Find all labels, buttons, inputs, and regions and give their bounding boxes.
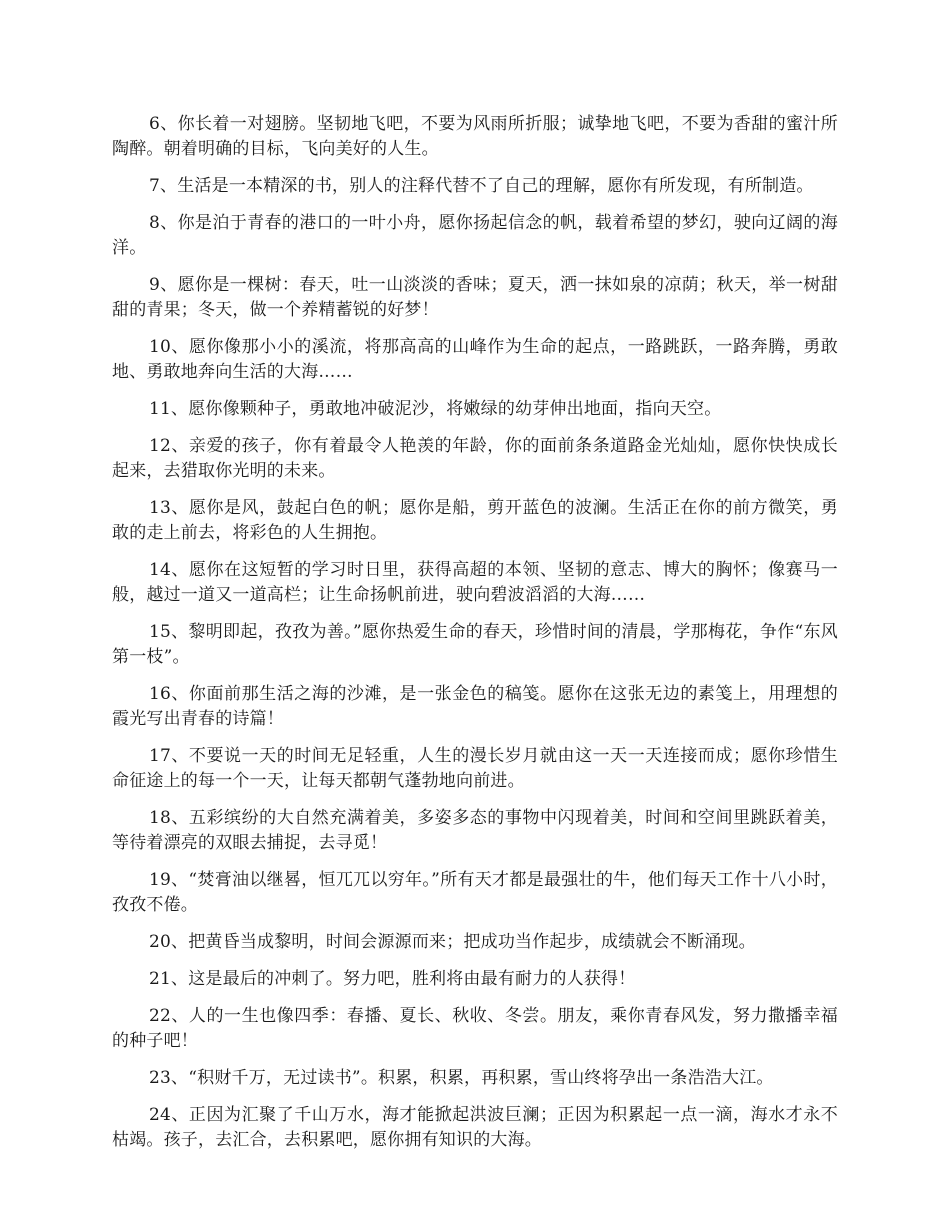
- paragraph: 9、愿你是一棵树：春天，吐一山淡淡的香味；夏天，洒一抹如泉的凉荫；秋天，举一树甜甜的青果；冬天，做一个养精蓄锐的好梦！: [112, 275, 838, 320]
- paragraph: 19、“焚膏油以继晷，恒兀兀以穷年。”所有天才都是最强壮的牛，他们每天工作十八小时，孜孜不倦。: [112, 870, 838, 915]
- paragraph: 8、你是泊于青春的港口的一叶小舟，愿你扬起信念的帆，载着希望的梦幻，驶向辽阔的海洋。: [112, 213, 838, 258]
- paragraph: 17、不要说一天的时间无足轻重，人生的漫长岁月就由这一天一天连接而成；愿你珍惜生命征途上的每一个一天，让每天都朝气蓬勃地向前进。: [112, 746, 838, 791]
- paragraph: 21、这是最后的冲刺了。努力吧，胜利将由最有耐力的人获得！: [149, 969, 636, 989]
- paragraph: 16、你面前那生活之海的沙滩，是一张金色的稿笺。愿你在这张无边的素笺上，用理想的霞光写出青春的诗篇！: [112, 684, 838, 729]
- paragraph: 7、生活是一本精深的书，别人的注释代替不了自己的理解，愿你有所发现，有所制造。: [149, 176, 814, 196]
- paragraph: 12、亲爱的孩子，你有着最令人艳羡的年龄，你的面前条条道路金光灿灿，愿你快快成长起来，去猎取你光明的未来。: [112, 436, 838, 481]
- paragraph: 22、人的一生也像四季：春播、夏长、秋收、冬尝。朋友，乘你青春风发，努力撒播幸福的种子吧！: [112, 1006, 838, 1051]
- paragraph: 24、正因为汇聚了千山万水，海才能掀起洪波巨澜；正因为积累起一点一滴，海水才永不枯竭。孩子，去汇合，去积累吧，愿你拥有知识的大海。: [112, 1105, 838, 1150]
- paragraph: 11、愿你像颗种子，勇敢地冲破泥沙，将嫩绿的幼芽伸出地面，指向天空。: [149, 399, 722, 419]
- paragraph: 15、黎明即起，孜孜为善。”愿你热爱生命的春天，珍惜时间的清晨，学那梅花，争作“东风第一枝”。: [112, 622, 838, 667]
- paragraph: 10、愿你像那小小的溪流，将那高高的山峰作为生命的起点，一路跳跃，一路奔腾，勇敢地、勇敢地奔向生活的大海……: [112, 337, 838, 382]
- paragraph: 6、你长着一对翅膀。坚韧地飞吧，不要为风雨所折服；诚挚地飞吧，不要为香甜的蜜汁所陶醉。朝着明确的目标，飞向美好的人生。: [112, 114, 838, 159]
- paragraph: 23、“积财千万，无过读书”。积累，积累，再积累，雪山终将孕出一条浩浩大江。: [149, 1068, 774, 1088]
- paragraph: 14、愿你在这短暂的学习时日里，获得高超的本领、坚韧的意志、博大的胸怀；像赛马一般，越过一道又一道高栏；让生命扬帆前进，驶向碧波滔滔的大海……: [112, 560, 838, 605]
- paragraph: 20、把黄昏当成黎明，时间会源源而来；把成功当作起步，成绩就会不断涌现。: [149, 932, 756, 952]
- paragraph: 13、愿你是风，鼓起白色的帆；愿你是船，剪开蓝色的波澜。生活正在你的前方微笑，勇敢的走上前去，将彩色的人生拥抱。: [112, 498, 838, 543]
- paragraph: 18、五彩缤纷的大自然充满着美，多姿多态的事物中闪现着美，时间和空间里跳跃着美，等待着漂亮的双眼去捕捉，去寻觅！: [112, 808, 838, 853]
